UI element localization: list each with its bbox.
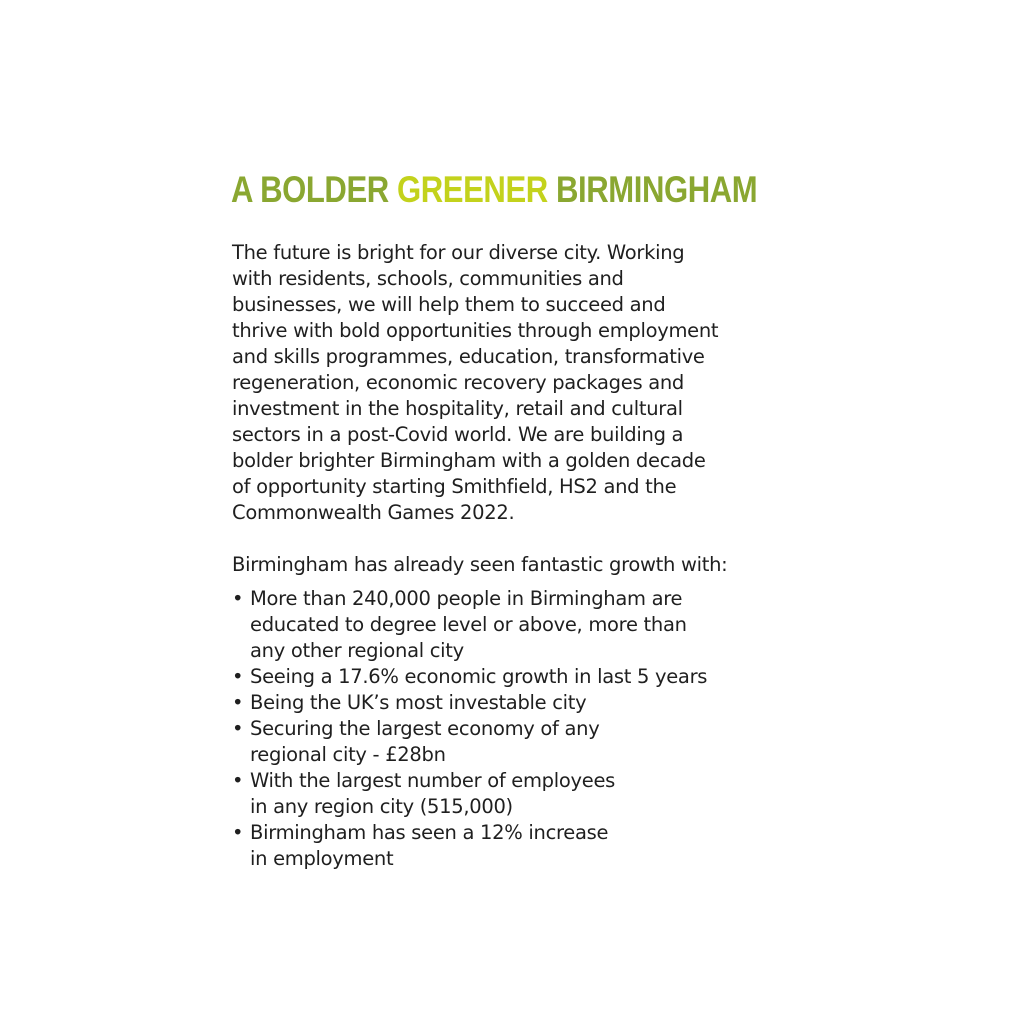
paragraph-line: and skills programmes, education, transformative	[232, 345, 705, 368]
paragraph-line: thrive with bold opportunities through employment	[232, 319, 719, 342]
title-part-3: BIRMINGHAM	[547, 169, 758, 210]
paragraph-line: businesses, we will help them to succeed and	[232, 293, 666, 316]
list-item-line: in employment	[250, 847, 394, 870]
list-item	[232, 820, 792, 872]
paragraph-line: regeneration, economic recovery packages and	[232, 371, 685, 394]
paragraph-line: of opportunity starting Smithfield, HS2 and the	[232, 475, 677, 498]
list-item-line: Seeing a 17.6% economic growth in last 5 years	[250, 665, 708, 688]
bullet-icon: •	[232, 821, 244, 844]
list-item-line: regional city - £28bn	[250, 743, 446, 766]
paragraph-line: investment in the hospitality, retail and cultural	[232, 397, 683, 420]
list-item-line: More than 240,000 people in Birmingham are	[250, 587, 683, 610]
list-item	[232, 586, 792, 664]
bullet-icon: •	[232, 691, 244, 714]
bullet-icon: •	[232, 665, 244, 688]
list-item-line: Securing the largest economy of any	[250, 717, 600, 740]
list-item	[232, 716, 792, 768]
intro-paragraph	[232, 240, 792, 526]
title-highlight: GREENER	[397, 169, 548, 210]
growth-intro: Birmingham has already seen fantastic growth with:	[232, 553, 728, 576]
growth-list	[232, 586, 792, 872]
page-title	[231, 168, 757, 212]
list-item	[232, 768, 792, 820]
bullet-icon: •	[232, 587, 244, 610]
body-text	[232, 240, 792, 872]
list-item-line: educated to degree level or above, more than	[250, 613, 687, 636]
paragraph-line: bolder brighter Birmingham with a golden decade	[232, 449, 706, 472]
list-item	[232, 690, 792, 716]
paragraph-line: Commonwealth Games 2022.	[232, 501, 515, 524]
list-item-line: any other regional city	[250, 639, 464, 662]
list-item-line: Birmingham has seen a 12% increase	[250, 821, 609, 844]
list-item-line: With the largest number of employees	[250, 769, 616, 792]
paragraph-line: with residents, schools, communities and	[232, 267, 624, 290]
bullet-icon: •	[232, 717, 244, 740]
paragraph-line: The future is bright for our diverse city. Working	[232, 241, 685, 264]
list-item	[232, 664, 792, 690]
list-item-line: Being the UK’s most investable city	[250, 691, 587, 714]
bullet-icon: •	[232, 769, 244, 792]
title-part-1: A BOLDER	[231, 169, 398, 210]
paragraph-line: sectors in a post-Covid world. We are building a	[232, 423, 684, 446]
list-item-line: in any region city (515,000)	[250, 795, 513, 818]
